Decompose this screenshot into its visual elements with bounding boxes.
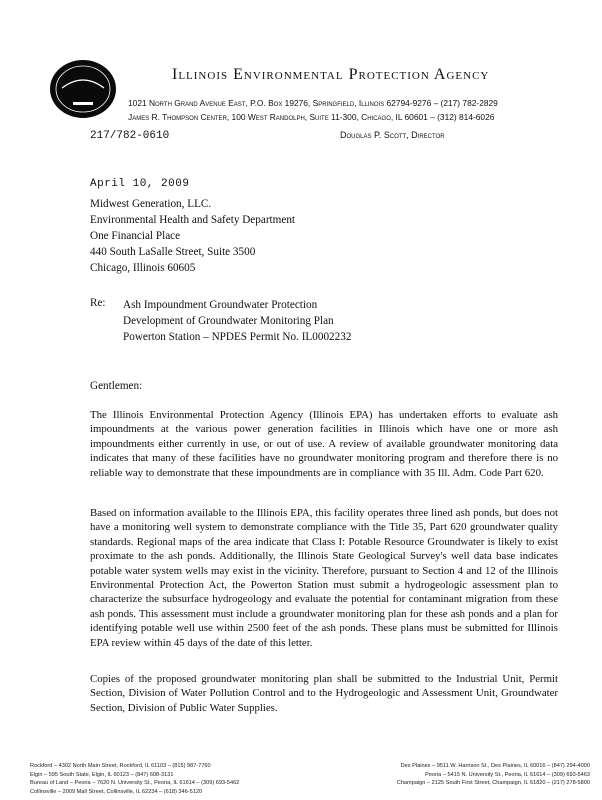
addressee-line: Midwest Generation, LLC. bbox=[90, 198, 212, 210]
re-label: Re: bbox=[90, 297, 106, 309]
footer-office: Collinsville – 2009 Mall Street, Collinsville, IL 62234 – (618) 346-5120 bbox=[30, 788, 203, 795]
footer-office: Rockford – 4302 North Main Street, Rockford, IL 61103 – (815) 987-7760 bbox=[30, 763, 211, 769]
subject-line: Ash Impoundment Groundwater Protection bbox=[123, 299, 318, 311]
phone-number: 217/782-0610 bbox=[90, 130, 170, 142]
addressee-line: Environmental Health and Safety Department bbox=[90, 214, 296, 226]
footer-row bbox=[30, 771, 590, 780]
subject-line: Powerton Station – NPDES Permit No. IL0002232 bbox=[123, 331, 352, 343]
body-paragraph: Based on information available to the Illinois EPA, this facility operates three lined ash ponds, but does not have a monitoring well system to demonstrate compliance with the Title 35, Part 620 groundwater quality standards. Regional maps of the area indicate that Class I: Potable Resource Groundwater is likely to exist proximate to the ash ponds. Additionally, the Illinois State Geological Survey's well data base indicates potable water system wells may exist in the vicinity. Therefore, pursuant to Section 4 and 12 of the Illinois Environmental Protection Act, the Powerton Station must submit a hydrogeologic assessment plan to characterize the subsurface hydrogeology and evaluate the potential for contaminant migration from these ash ponds. This assessment must include a groundwater monitoring plan for these ash ponds and a plan for identifying potable well use within 2500 feet of the ash ponds. These plans must be submitted for Illinois EPA review within 45 days of the date of this letter. bbox=[90, 507, 558, 649]
agency-seal-logo bbox=[48, 58, 118, 120]
address-line-chicago: James R. Thompson Center, 100 West Randolph, Suite 11-300, Chicago, IL 60601 – (312) 814-6026 bbox=[128, 112, 495, 122]
addressee-line: 440 South LaSalle Street, Suite 3500 bbox=[90, 246, 256, 258]
salutation: Gentlemen: bbox=[90, 380, 143, 392]
addressee-block bbox=[90, 196, 295, 276]
footer-office: Des Plaines – 9511 W. Harrison St., Des Plaines, IL 60016 – (847) 294-4000 bbox=[400, 763, 590, 769]
footer-office: Elgin – 595 South State, Elgin, IL 60123 – (847) 608-3131 bbox=[30, 771, 174, 778]
agency-name: Illinois Environmental Protection Agency bbox=[172, 66, 490, 83]
footer-office: Peoria – 5415 N. University St., Peoria, IL 61614 – (309) 693-5463 bbox=[425, 771, 590, 778]
footer-office: Champaign – 2125 South First Street, Champaign, IL 61820 – (217) 278-5800 bbox=[396, 780, 590, 786]
addressee-line: Chicago, Illinois 60605 bbox=[90, 262, 196, 274]
body-paragraph: Copies of the proposed groundwater monitoring plan shall be submitted to the Industrial Unit, Permit Section, Division of Water Pollution Control and to the Hydrogeologic and Assessment Unit, Groundwater Section, Division of Public Water Supplies. bbox=[90, 673, 558, 714]
subject-block bbox=[123, 297, 351, 345]
addressee-line: One Financial Place bbox=[90, 230, 181, 242]
body-paragraph: The Illinois Environmental Protection Agency (Illinois EPA) has undertaken efforts to evaluate ash impoundments at the various power generation facilities in Illinois which have one or more ash impoundments either currently in use, or out of use. A review of available groundwater monitoring data indicates that many of these facilities have no groundwater monitoring program and therefore there is no reliable way to demonstrate that these impoundments are in compliance with 35 Ill. Adm. Code Part 620. bbox=[90, 409, 558, 479]
footer-row bbox=[30, 788, 590, 797]
subject-line: Development of Groundwater Monitoring Plan bbox=[123, 315, 334, 327]
footer-row bbox=[30, 762, 590, 771]
footer-offices bbox=[30, 762, 590, 796]
director-name: Douglas P. Scott, Director bbox=[340, 130, 445, 140]
footer-office: Bureau of Land – Peoria – 7620 N. University St., Peoria, IL 61614 – (309) 693-5462 bbox=[30, 780, 240, 786]
address-line-springfield: 1021 North Grand Avenue East, P.O. Box 19276, Springfield, Illinois 62794-9276 – (217) 782-2829 bbox=[128, 98, 498, 108]
letter-date: April 10, 2009 bbox=[90, 178, 190, 190]
footer-row bbox=[30, 779, 590, 788]
